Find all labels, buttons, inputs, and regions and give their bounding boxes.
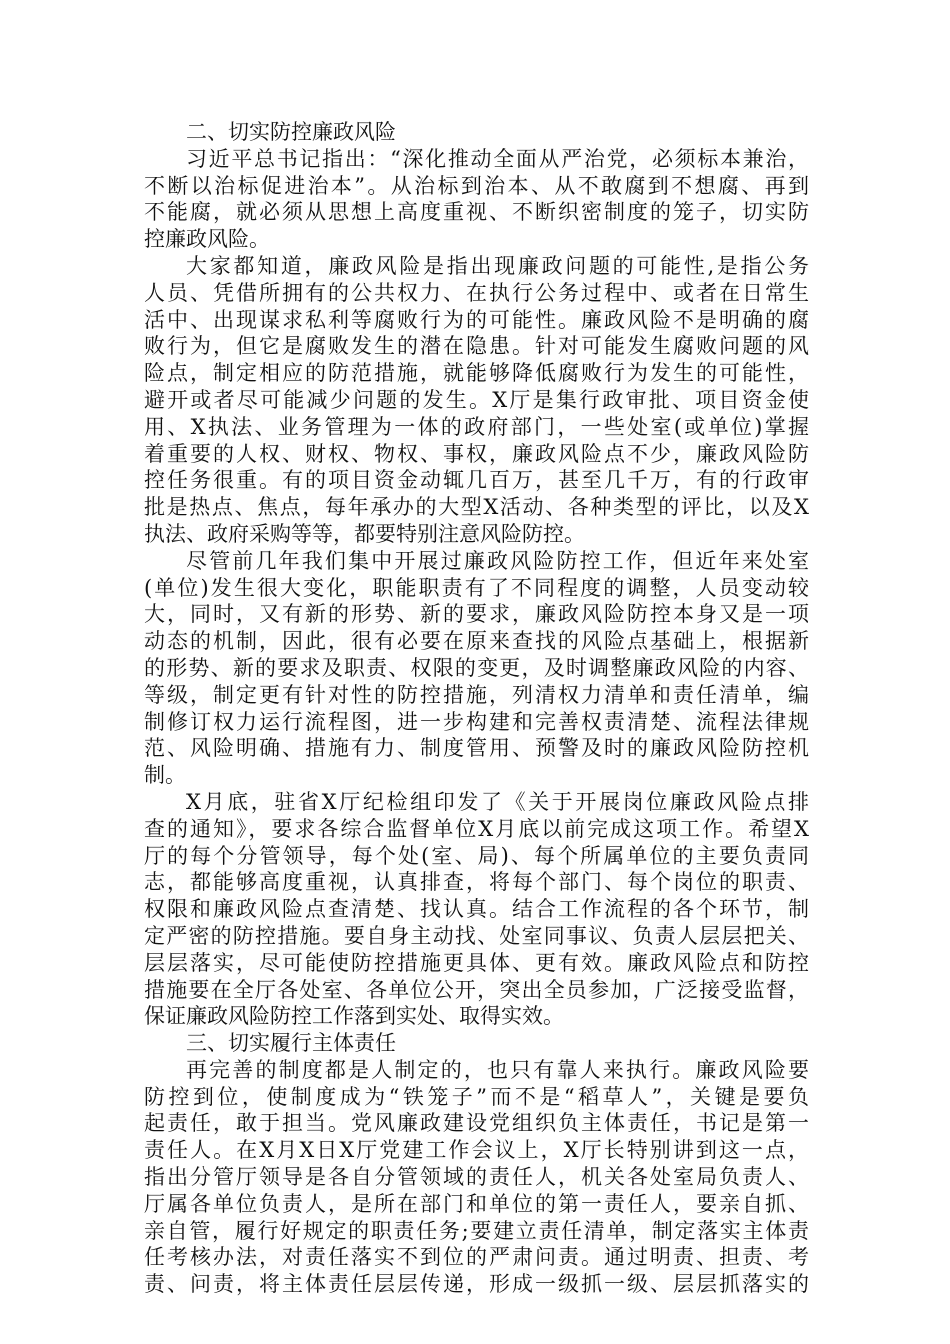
text-line: 责任人。在X月X日X厅党建工作会议上，X厅长特别讲到这一点， [144, 1138, 809, 1163]
text-line: 大家都知道，廉政风险是指出现廉政问题的可能性,是指公务 [186, 253, 809, 278]
text-line: (单位)发生很大变化，职能职责有了不同程度的调整，人员变动较 [144, 575, 809, 600]
document-page [144, 119, 809, 1298]
text-line: 动态的机制，因此，很有必要在原来查找的风险点基础上，根据新 [144, 629, 809, 654]
text-line: 厅的每个分管领导，每个处(室、局)、每个所属单位的主要负责同 [144, 843, 809, 868]
text-line: 不断以治标促进治本”。从治标到治本、从不敢腐到不想腐、再到 [144, 173, 809, 198]
text-line: 亲自管，履行好规定的职责任务;要建立责任清单，制定落实主体责 [144, 1218, 809, 1243]
text-line: 权限和廉政风险点查清楚、找认真。结合工作流程的各个环节，制 [144, 897, 809, 922]
text-line: 着重要的人权、财权、物权、事权，廉政风险点不少，廉政风险防 [144, 441, 809, 466]
text-line: 人员、凭借所拥有的公共权力、在执行公务过程中、或者在日常生 [144, 280, 809, 305]
text-line: 败行为，但它是腐败发生的潜在隐患。针对可能发生腐败问题的风 [144, 334, 809, 359]
text-line: 范、风险明确、措施有力、制度管用、预警及时的廉政风险防控机 [144, 736, 809, 761]
text-line: 用、X执法、业务管理为一体的政府部门，一些处室(或单位)掌握 [144, 414, 809, 439]
text-line: 习近平总书记指出：“深化推动全面从严治党，必须标本兼治， [186, 146, 809, 171]
text-line: 防控到位，使制度成为“铁笼子”而不是“稻草人”，关键是要负 [144, 1084, 809, 1109]
text-line: 的形势、新的要求及职责、权限的变更，及时调整廉政风险的内容、 [144, 655, 809, 680]
text-line: 批是热点、焦点，每年承办的大型X活动、各种类型的评比，以及X [144, 495, 809, 520]
paragraph [144, 789, 809, 1030]
text-line: 等级，制定更有针对性的防控措施，列清权力清单和责任清单，编 [144, 682, 809, 707]
text-line: 大，同时，又有新的形势、新的要求，廉政风险防控本身又是一项 [144, 602, 809, 627]
text-line: 尽管前几年我们集中开展过廉政风险防控工作，但近年来处室 [186, 548, 809, 573]
paragraph [144, 548, 809, 789]
text-line: 再完善的制度都是人制定的，也只有靠人来执行。廉政风险要 [186, 1057, 809, 1082]
text-line: 志，都能够高度重视，认真排查，将每个部门、每个岗位的职责、 [144, 870, 809, 895]
text-line: 保证廉政风险防控工作落到实处、取得实效。 [144, 1004, 564, 1029]
text-line: 不能腐，就必须从思想上高度重视、不断织密制度的笼子，切实防 [144, 200, 809, 225]
text-line: 执法、政府采购等等，都要特别注意风险防控。 [144, 521, 585, 546]
text-line: 层层落实，尽可能使防控措施更具体、更有效。廉政风险点和防控 [144, 950, 809, 975]
text-line: 险点，制定相应的防范措施，就能够降低腐败行为发生的可能性， [144, 361, 809, 386]
text-line: 定严密的防控措施。要自身主动找、处室同事议、负责人层层把关、 [144, 923, 809, 948]
text-line: 制。 [144, 763, 186, 788]
paragraph [144, 253, 809, 548]
text-line: 厅属各单位负责人，是所在部门和单位的第一责任人，要亲自抓、 [144, 1191, 809, 1216]
text-line: 任考核办法，对责任落实不到位的严肃问责。通过明责、担责、考 [144, 1245, 809, 1270]
section-heading [144, 119, 809, 146]
text-line: X月底，驻省X厅纪检组印发了《关于开展岗位廉政风险点排 [186, 789, 809, 814]
text-line: 查的通知》，要求各综合监督单位X月底以前完成这项工作。希望X [144, 816, 809, 841]
text-line: 控廉政风险。 [144, 227, 270, 252]
text-line: 责、问责，将主体责任层层传递，形成一级抓一级、层层抓落实的 [144, 1272, 809, 1297]
section-heading [144, 1030, 809, 1057]
text-line: 制修订权力运行流程图，进一步构建和完善权责清楚、流程法律规 [144, 709, 809, 734]
text-line: 措施要在全厅各处室、各单位公开，突出全员参加，广泛接受监督， [144, 977, 809, 1002]
text-line: 活中、出现谋求私利等腐败行为的可能性。廉政风险不是明确的腐 [144, 307, 809, 332]
text-line: 避开或者尽可能减少问题的发生。X厅是集行政审批、项目资金使 [144, 387, 809, 412]
heading-text: 二、切实防控廉政风险 [186, 120, 396, 144]
heading-text: 三、切实履行主体责任 [186, 1031, 396, 1056]
text-line: 指出分管厅领导是各自分管领域的责任人，机关各处室局负责人、 [144, 1165, 809, 1190]
text-line: 起责任，敢于担当。党风廉政建设党组织负主体责任，书记是第一 [144, 1111, 809, 1136]
paragraph [144, 146, 809, 253]
paragraph [144, 1057, 809, 1298]
text-line: 控任务很重。有的项目资金动辄几百万，甚至几千万，有的行政审 [144, 468, 809, 493]
